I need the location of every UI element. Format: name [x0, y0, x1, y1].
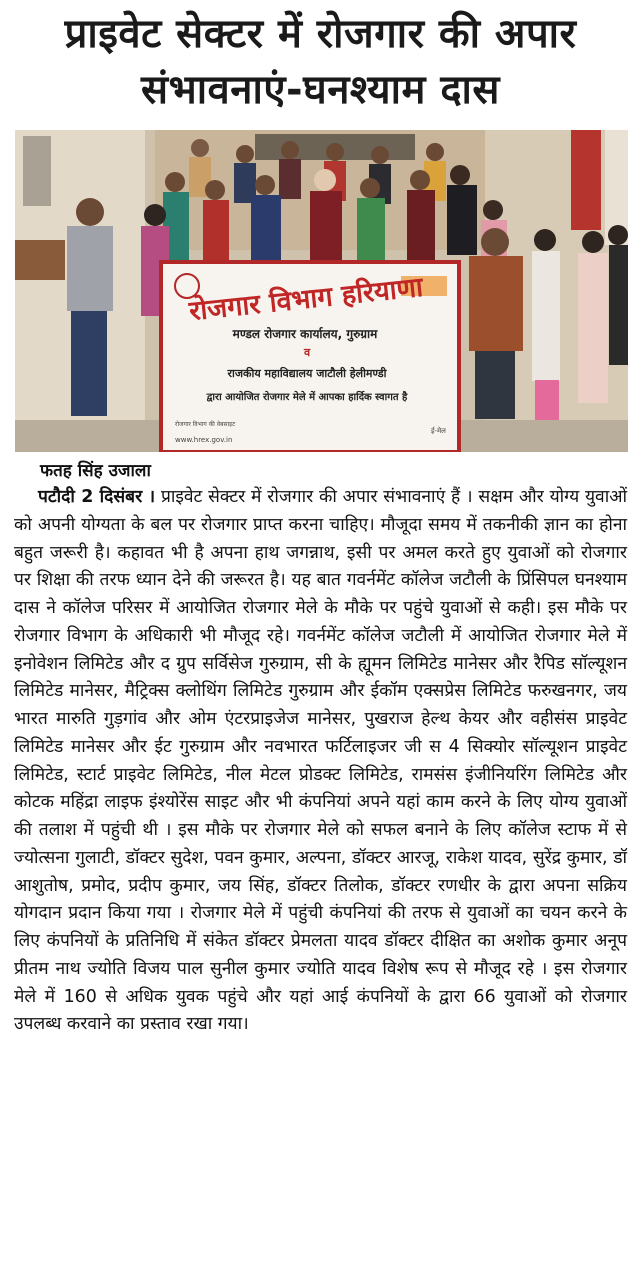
banner-footer-right: ई-मेल — [431, 427, 446, 435]
byline: फतह सिंह उजाला — [40, 461, 151, 481]
article-text: प्राइवेट सेक्टर में रोजगार की अपार संभावनाएं हैं । सक्षम और योग्य युवाओं को अपनी योग्यता के बल पर रोजगार प्राप्त करना चाहिए। मौजूदा समय में तकनीकी ज्ञान का होना बहुत जरूरी है। कहावत भी है अपना हाथ जगन्नाथ, इसी पर अमल करते हुए युवाओं को रोजगार पर शिक्षा की तरफ ध्यान देने की जरूरत है। यह बात गवर्नमेंट कॉलेज जटौली के प्रिंसिपल घनश्याम दास ने कॉलेज परिसर में आयोजित रोजगार मेले के मौके पर पहुंचे युवाओं से कही। इस मौके पर रोजगार विभाग के अधिकारी भी मौजूद रहे। गवर्नमेंट कॉलेज जटौली में आयोजित रोजगार मेले में इनोवेशन लिमिटेड और द ग्रुप सर्विसेज गुरुग्राम, सी के ह्यूमन लिमिटेड मानेसर और रैपिड सॉल्यूशन लिमिटेड मानेसर, मैट्रिक्स क्लोथिंग लिमिटेड गुरुग्राम और ईकॉम एक्सप्रेस लिमिटेड फरुखनगर, जय भारत मारुति गुड़गांव और ओम एंटरप्राइजेज मानेसर, पुखराज हेल्थ केयर और वहीसंस प्राइवेट लिमिटेड मानेसर और ईट गुरुग्राम और नवभारत फर्टिलाइजर जी स 4 सिक्योर सॉल्यूशन प्राइवेट लिमिटेड, स्टार्ट प्राइवेट लिमिटेड, नील मेटल प्रोडक्ट लिमिटेड, रामसंस इंजीनियरिंग लिमिटेड और कोटक महिंद्रा लाइफ इंश्योरेंस साइट और भी कंपनियां अपने यहां काम करने के लिए योग्य युवाओं की तलाश में पहुंची थी । इस मौके पर रोजगार मेले को सफल बनाने के लिए कॉलेज स्टाफ में से ज्योत्सना गुलाटी, डॉक्टर सुदेश, पवन कुमार, अल्पना, डॉक्टर आरजू, राकेश यादव, सुरेंद्र कुमार, डॉ आशुतोष, प्रमोद, प्रदीप कुमार, जय सिंह, डॉक्टर तिलोक, डॉक्टर रणधीर के द्वारा अपना सक्रिय योगदान प्रदान किया गया । रोजगार मेले में पहुंची कंपनियां की तरफ से युवाओं का चयन करने के लिए कंपनियों के प्रतिनिधि में संकेत डॉक्टर प्रेमलता यादव डॉक्टर दीक्षित का अशोक कुमार अनूप प्रीतम नाथ ज्योति विजय पाल सुनील कुमार ज्योति यादव विशेष रूप से मौजूद रहे । इस रोजगार मेले में 160 से अधिक युवक पहुंचे और यहां आई कंपनियों के द्वारा 66 युवाओं को रोजगार उपलब्ध करवाने का प्रस्ताव रखा गया। — [14, 487, 627, 1035]
dateline: पटौदी 2 दिसंबर । — [38, 487, 156, 507]
banner-line-2: व — [303, 346, 311, 359]
banner-footer-left: रोजगार विभाग की वेबसाइट — [175, 421, 236, 428]
banner-line-3: राजकीय महाविद्यालय जाटौली हेलीमण्डी — [227, 367, 387, 380]
banner-line-4: द्वारा आयोजित रोजगार मेले में आपका हार्दिक स्वागत है — [206, 392, 408, 403]
headline-line-1: प्राइवेट सेक्टर में रोजगार की अपार — [64, 11, 577, 57]
news-photo — [15, 130, 628, 452]
article-body — [14, 484, 627, 1039]
headline — [0, 0, 641, 128]
banner-title: रोजगार विभाग हरियाणा — [187, 271, 425, 328]
event-banner — [161, 262, 459, 452]
banner-footer-url: www.hrex.gov.in — [175, 436, 233, 444]
banner-line-1: मण्डल रोजगार कार्यालय, गुरुग्राम — [232, 327, 378, 341]
headline-line-2: संभावनाएं-घनश्याम दास — [141, 67, 500, 113]
